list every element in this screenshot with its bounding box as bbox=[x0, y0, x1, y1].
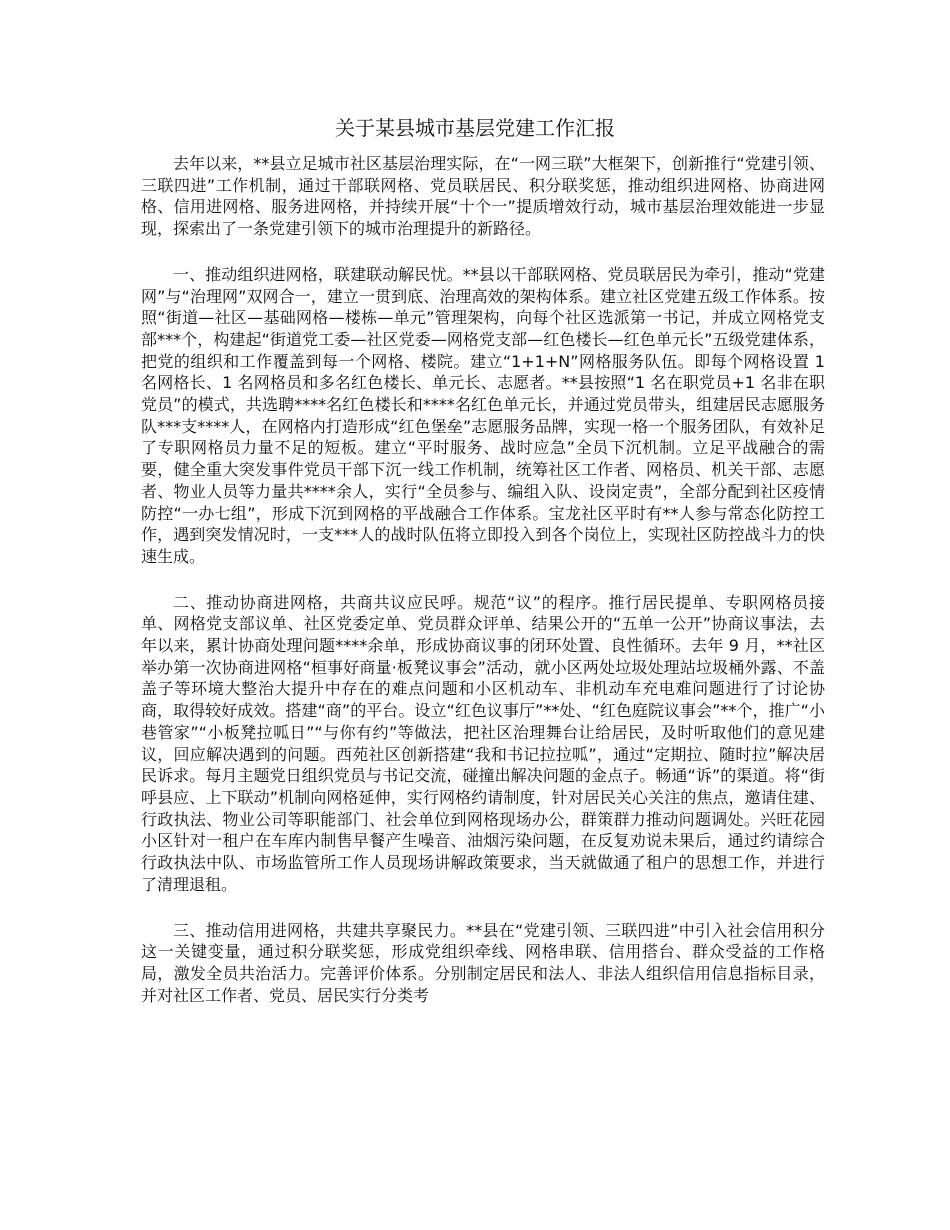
document-body bbox=[141, 153, 825, 1030]
section-one-paragraph: 一、推动组织进网格，联建联动解民忧。**县以干部联网格、党员联居民为牵引，推动“党建网”与“治理网”双网合一，建立一贯到底、治理高效的架构体系。建立社区党建五级工作体系。按照“街道—社区—基础网格—楼栋—单元”管理架构，向每个社区选派第一书记，并成立网格党支部***个，构建起“街道党工委—社区党委—网格党支部—红色楼长—红色单元长”五级党建体系，把党的组织和工作覆盖到每一个网格、楼院。建立“1+1+N”网格服务队伍。即每个网格设置 1 名网格长、1 名网格员和多名红色楼长、单元长、志愿者。**县按照“1 名在职党员+1 名非在职党员”的模式，共选聘****名红色楼长和****名红色单元长，并通过党员带头，组建居民志愿服务队***支****人，在网格内打造形成“红色堡垒”志愿服务品牌，实现一格一个服务团队，有效补足了专职网格员力量不足的短板。建立“平时服务、战时应急”全员下沉机制。立足平战融合的需要，健全重大突发事件党员干部下沉一线工作机制，统筹社区工作者、网格员、机关干部、志愿者、物业人员等力量共****余人，实行“全员参与、编组入队、设岗定责”，全部分配到社区疫情防控“一办七组”，形成下沉到网格的平战融合工作体系。宝龙社区平时有**人参与常态化防控工作，遇到突发情况时，一支***人的战时队伍将立即投入到各个岗位上，实现社区防控战斗力的快速生成。 bbox=[141, 264, 825, 566]
section-three-paragraph: 三、推动信用进网格，共建共享聚民力。**县在“党建引领、三联四进”中引入社会信用积分这一关键变量，通过积分联奖惩，形成党组织牵线、网格串联、信用搭台、群众受益的工作格局，激发全员共治活力。完善评价体系。分别制定居民和法人、非法人组织信用信息指标目录，并对社区工作者、党员、居民实行分类考 bbox=[141, 920, 825, 1005]
intro-paragraph: 去年以来，**县立足城市社区基层治理实际，在“一网三联”大框架下，创新推行“党建引领、三联四进”工作机制，通过干部联网格、党员联居民、积分联奖惩，推动组织进网格、协商进网格、信用进网格、服务进网格，并持续开展“十个一”提质增效行动，城市基层治理效能进一步显现，探索出了一条党建引领下的城市治理提升的新路径。 bbox=[141, 154, 825, 239]
document-title: 关于某县城市基层党建工作汇报 bbox=[335, 116, 615, 140]
section-two-paragraph: 二、推动协商进网格，共商共议应民呼。规范“议”的程序。推行居民提单、专职网格员接单、网格党支部议单、社区党委定单、党员群众评单、结果公开的“五单一公开”协商议事法，去年以来，累计协商处理问题****余单，形成协商议事的闭环处置、良性循环。去年 9 月，**社区举办第一次协商进网格“桓事好商量·板凳议事会”活动，就小区两处垃圾处理站垃圾桶外露、不盖盖子等环境大整治大提升中存在的难点问题和小区机动车、非机动车充电难问题进行了讨论协商，取得较好成效。搭建“商”的平台。设立“红色议事厅”**处、“红色庭院议事会”**个，推广“小巷管家”“小板凳拉呱日”“与你有约”等做法，把社区治理舞台让给居民，及时听取他们的意见建议，回应解决遇到的问题。西苑社区创新搭建“我和书记拉拉呱”，通过“定期拉、随时拉”解决居民诉求。每月主题党日组织党员与书记交流，碰撞出解决问题的金点子。畅通“诉”的渠道。将“街呼县应、上下联动”机制向网格延伸，实行网格约请制度，针对居民关心关注的焦点，邀请住建、行政执法、物业公司等职能部门、社会单位到网格现场办公，群策群力推动问题调处。兴旺花园小区针对一租户在车库内制售早餐产生噪音、油烟污染问题，在反复劝说未果后，通过约请综合行政执法中队、市场监管所工作人员现场讲解政策要求，当天就做通了租户的思想工作，并进行了清理退租。 bbox=[141, 592, 825, 894]
